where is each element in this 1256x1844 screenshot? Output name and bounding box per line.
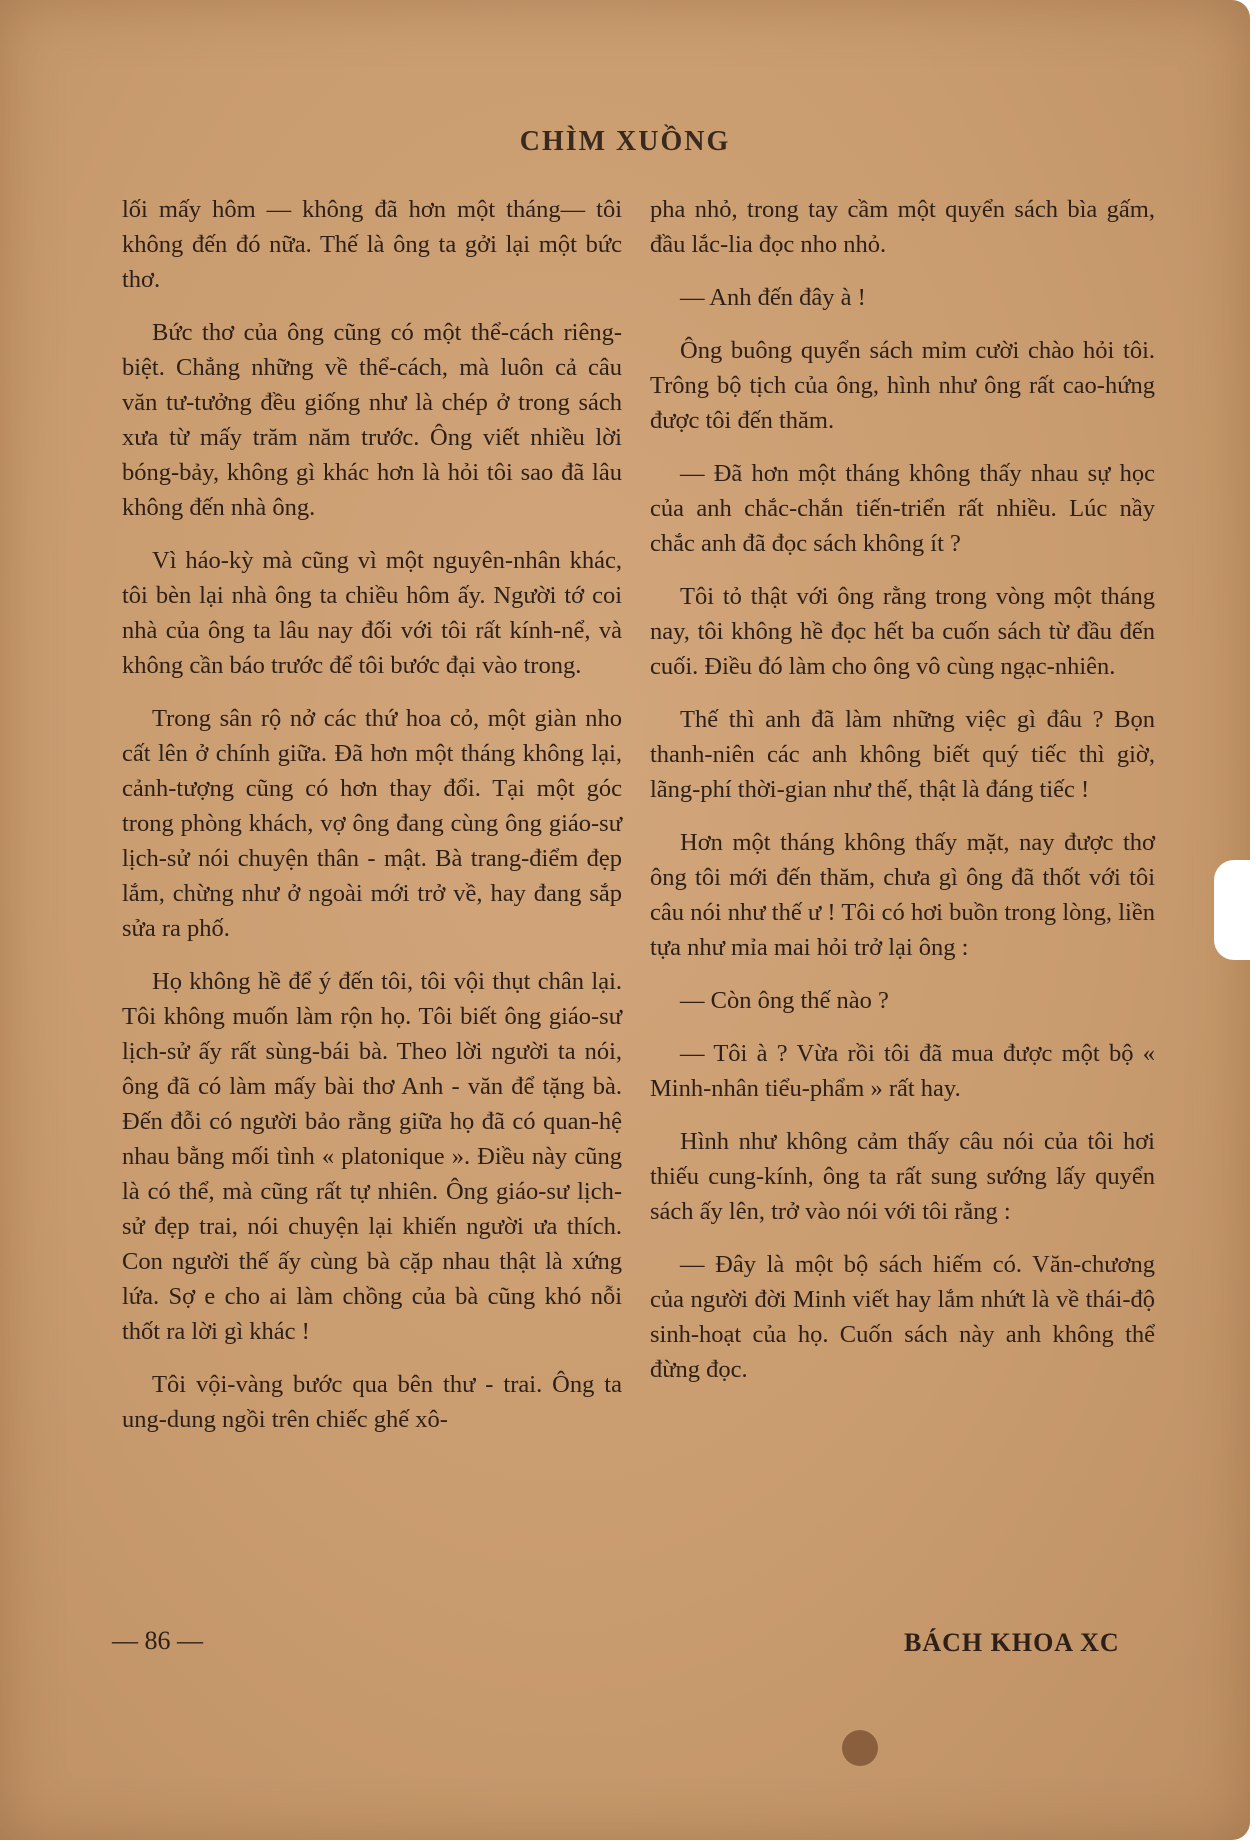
ink-stain <box>842 1730 878 1766</box>
page-title: CHÌM XUỒNG <box>519 126 731 157</box>
paragraph: Vì háo-kỳ mà cũng vì một nguyên-nhân khác, tôi bèn lại nhà ông ta chiều hôm ấy. Người tớ coi nhà của ông ta lâu nay đối với tôi rất kính-nể, và không cần báo trước để tôi bước đại vào trong. <box>122 547 622 679</box>
magazine-name: BÁCH KHOA XC <box>904 1628 1120 1657</box>
paragraph: — Đã hơn một tháng không thấy nhau sự học của anh chắc-chắn tiến-triển rất nhiều. Lúc nầy chắc anh đã đọc sách không ít ? <box>650 460 1155 557</box>
paragraph: Thế thì anh đã làm những việc gì đâu ? Bọn thanh-niên các anh không biết quý tiếc thì giờ, lãng-phí thời-gian như thế, thật là đáng tiếc ! <box>650 706 1155 803</box>
paragraph: Trong sân rộ nở các thứ hoa cỏ, một giàn nho cất lên ở chính giữa. Đã hơn một tháng không lại, cảnh-tượng cũng có hơn thay đổi. Tại một góc trong phòng khách, vợ ông đang cùng ông giáo-sư lịch-sử nói chuyện thân - mật. Bà trang-điểm đẹp lắm, chừng như ở ngoài mới trở về, hay đang sắp sửa ra phố. <box>122 705 622 942</box>
paragraph: pha nhỏ, trong tay cầm một quyển sách bìa gấm, đầu lắc-lia đọc nho nhỏ. <box>650 196 1155 258</box>
paragraph: Hình như không cảm thấy câu nói của tôi hơi thiếu cung-kính, ông ta rất sung sướng lấy quyển sách ấy lên, trở vào nói với tôi rằng : <box>650 1128 1155 1225</box>
paragraph: — Tôi à ? Vừa rồi tôi đã mua được một bộ « Minh-nhân tiểu-phẩm » rất hay. <box>650 1040 1155 1102</box>
paragraph: Tôi vội-vàng bước qua bên thư - trai. Ông ta ung-dung ngồi trên chiếc ghế xô- <box>122 1371 622 1433</box>
paragraph: Họ không hề để ý đến tôi, tôi vội thụt chân lại. Tôi không muốn làm rộn họ. Tôi biết ông giáo-sư lịch-sử ấy rất sùng-bái bà. Theo lời người ta nói, ông đã có làm mấy bài thơ Anh - văn để tặng bà. Đến đỗi có người bảo rằng giữa họ đã có quan-hệ nhau bằng mối tình « platonique ». Điều này cũng là có thể, mà cũng rất tự nhiên. Ông giáo-sư lịch-sử đẹp trai, nói chuyện lại khiến người ưa thích. Con người thế ấy cùng bà cặp nhau thật là xứng lứa. Sợ e cho ai làm chồng của bà cũng khó nỗi thốt ra lời gì khác ! <box>122 968 622 1345</box>
paragraph: Bức thơ của ông cũng có một thể-cách riêng-biệt. Chẳng những về thể-cách, mà luôn cả câu văn tư-tưởng đều giống như là chép ở trong sách xưa từ mấy trăm năm trước. Ông viết nhiều lời bóng-bảy, không gì khác hơn là hỏi tôi sao đã lâu không đến nhà ông. <box>122 319 622 521</box>
paragraph: Tôi tỏ thật với ông rằng trong vòng một tháng nay, tôi không hề đọc hết ba cuốn sách từ đầu đến cuối. Điều đó làm cho ông vô cùng ngạc-nhiên. <box>650 583 1155 680</box>
paragraph: Ông buông quyển sách mỉm cười chào hỏi tôi. Trông bộ tịch của ông, hình như ông rất cao-hứng được tôi đến thăm. <box>650 337 1155 434</box>
paragraph: — Đây là một bộ sách hiếm có. Văn-chương của người đời Minh viết hay lắm nhứt là về thái-độ sinh-hoạt của họ. Cuốn sách này anh không thể đừng đọc. <box>650 1251 1155 1383</box>
page-number: — 86 — <box>112 1626 203 1655</box>
paper-tear <box>1214 860 1254 960</box>
paragraph: — Anh đến đây à ! <box>680 284 866 311</box>
paragraph: lối mấy hôm — không đã hơn một tháng— tôi không đến đó nữa. Thế là ông ta gởi lại một bức thơ. <box>122 196 622 293</box>
left-column <box>122 192 622 1455</box>
right-column <box>650 192 1155 1405</box>
paragraph: Hơn một tháng không thấy mặt, nay được thơ ông tôi mới đến thăm, chưa gì ông đã thốt với tôi câu nói như thế ư ! Tôi có hơi buồn trong lòng, liền tựa như mỉa mai hỏi trở lại ông : <box>650 829 1155 961</box>
paragraph: — Còn ông thế nào ? <box>680 987 889 1014</box>
